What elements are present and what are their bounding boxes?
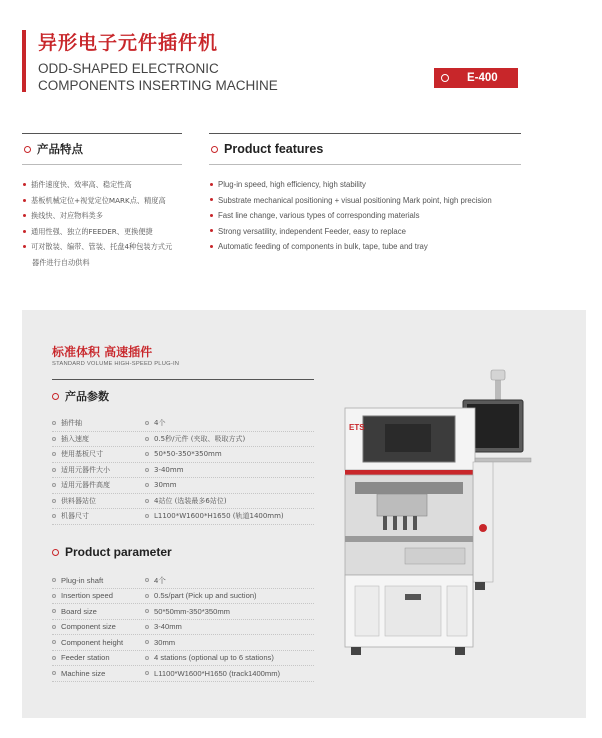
table-row <box>52 494 314 510</box>
circle-bullet-icon <box>145 468 149 472</box>
params-cn-table <box>52 416 314 525</box>
param-key-text: 供料器站位 <box>61 496 96 505</box>
param-value <box>145 669 314 678</box>
param-value-text: 0.5秒/元件 (夹取、吸取方式) <box>154 434 246 443</box>
list-item <box>209 208 521 224</box>
list-item-text: Fast line change, various types of corresponding materials <box>218 211 420 220</box>
param-key-text: Board size <box>61 606 97 616</box>
circle-bullet-icon <box>52 483 56 487</box>
param-value-text: 4个 <box>154 419 166 428</box>
divider <box>52 379 314 380</box>
param-value <box>145 434 314 444</box>
param-value <box>145 450 314 458</box>
param-value-text: 4 stations (optional up to 6 stations) <box>154 653 274 663</box>
circle-bullet-icon <box>52 393 59 400</box>
param-value-text: L1100*W1600*H1650 (track1400mm) <box>154 668 281 678</box>
circle-bullet-icon <box>52 421 56 425</box>
circle-bullet-icon <box>52 578 56 582</box>
features-en-heading <box>209 134 521 164</box>
param-value-text: 3-40mm <box>154 465 184 474</box>
features-en-heading-text: Product features <box>224 142 324 156</box>
param-value <box>145 591 314 600</box>
param-value-text: 4个 <box>154 575 166 585</box>
list-item <box>22 224 182 240</box>
dot-bullet-icon <box>23 183 26 186</box>
cabinet-label <box>405 594 421 600</box>
param-key <box>52 480 145 490</box>
list-item-text: Substrate mechanical positioning + visual positioning Mark point, high precision <box>218 195 492 205</box>
nozzle <box>403 516 407 530</box>
page-title-en <box>38 60 278 94</box>
param-key-text: 使用基板尺寸 <box>61 450 103 459</box>
list-item <box>209 239 521 255</box>
param-value <box>145 511 314 521</box>
dot-bullet-icon <box>23 245 26 248</box>
signal-lamp <box>491 370 505 380</box>
param-value <box>145 607 314 616</box>
machine-illustration <box>325 368 581 668</box>
circle-bullet-icon <box>52 594 56 598</box>
table-row <box>52 478 314 494</box>
param-value-text: 30mm <box>154 637 176 647</box>
param-key <box>52 638 145 647</box>
dot-bullet-icon <box>210 229 213 232</box>
specs-panel <box>22 310 586 718</box>
circle-bullet-icon <box>145 625 149 629</box>
circle-bullet-icon <box>145 640 149 644</box>
params-en-table <box>52 573 314 682</box>
dot-bullet-icon <box>210 245 213 248</box>
model-badge <box>434 68 518 88</box>
list-item <box>209 193 521 209</box>
param-value <box>145 575 314 586</box>
param-key <box>52 496 145 506</box>
param-key-text: 机器尺寸 <box>61 512 89 521</box>
param-key-text: Feeder station <box>61 653 110 663</box>
panel-subtitle: STANDARD VOLUME HIGH-SPEED PLUG-IN <box>52 361 180 367</box>
table-row <box>52 573 314 589</box>
circle-bullet-icon <box>145 437 149 441</box>
param-key-text: 适用元器件大小 <box>61 465 110 474</box>
param-key-text: Component height <box>61 637 124 647</box>
list-item-text: Plug-in speed, high efficiency, high stability <box>218 180 366 189</box>
table-row <box>52 651 314 667</box>
circle-bullet-icon <box>24 146 31 153</box>
header-accent-bar <box>22 30 26 92</box>
cabinet-door <box>385 586 441 636</box>
machine-foot <box>351 647 361 655</box>
list-item <box>22 177 182 193</box>
insert-head <box>377 494 427 516</box>
param-key-text: 插件轴 <box>61 419 82 428</box>
param-value-text: 50*50mm-350*350mm <box>154 606 230 616</box>
conveyor-rail <box>345 536 473 542</box>
param-key <box>52 511 145 521</box>
table-row <box>52 635 314 651</box>
circle-bullet-icon <box>52 549 59 556</box>
machine-foot <box>475 582 485 590</box>
cabinet-side-door <box>447 586 467 636</box>
table-row <box>52 416 314 432</box>
list-item-text: 换线快、对应物料类多 <box>31 211 103 220</box>
side-column <box>473 462 493 582</box>
list-item-text: 可对散装、编带、管装、托盘4种包装方式元 <box>31 242 173 251</box>
circle-bullet-icon <box>145 483 149 487</box>
list-item-text: 基板机械定位+视觉定位MARK点、精度高 <box>31 195 166 205</box>
divider <box>22 164 182 165</box>
param-key-text: Plug-in shaft <box>61 575 104 585</box>
list-item <box>22 239 182 255</box>
nozzle <box>393 516 397 530</box>
circle-bullet-icon <box>52 499 56 503</box>
params-en-heading-text: Product parameter <box>65 545 172 559</box>
page-title-cn: 异形电子元件插件机 <box>38 32 219 54</box>
param-key <box>52 607 145 616</box>
circle-bullet-icon <box>52 468 56 472</box>
divider <box>209 164 521 165</box>
nozzle <box>413 516 417 530</box>
list-item <box>22 208 182 224</box>
list-item-text: Strong versatility, independent Feeder, easy to replace <box>218 226 406 236</box>
params-cn-heading-text: 产品参数 <box>65 390 109 403</box>
features-cn-section <box>22 133 182 270</box>
param-key <box>52 465 145 475</box>
circle-bullet-icon <box>145 514 149 518</box>
param-value <box>145 466 314 474</box>
param-key <box>52 653 145 662</box>
cabinet-side-door <box>355 586 379 636</box>
param-value <box>145 638 314 647</box>
circle-bullet-icon <box>145 594 149 598</box>
page-title-en-line2: COMPONENTS INSERTING MACHINE <box>38 78 278 93</box>
circle-bullet-icon <box>52 437 56 441</box>
dot-bullet-icon <box>210 214 213 217</box>
features-en-list <box>209 177 521 255</box>
features-cn-heading <box>22 134 182 164</box>
param-value-text: 0.5s/part (Pick up and suction) <box>154 591 257 601</box>
circle-bullet-icon <box>145 452 149 456</box>
param-value-text: 3-40mm <box>154 622 182 632</box>
circle-bullet-icon <box>145 499 149 503</box>
emergency-stop-button <box>479 524 487 532</box>
param-key <box>52 669 145 678</box>
circle-bullet-icon <box>145 578 149 582</box>
dot-bullet-icon <box>210 198 213 201</box>
table-row <box>52 589 314 605</box>
circle-bullet-icon <box>145 656 149 660</box>
gantry <box>355 482 463 494</box>
dot-bullet-icon <box>23 199 26 202</box>
param-value-text: 50*50-350*350mm <box>154 450 222 459</box>
circle-bullet-icon <box>52 514 56 518</box>
table-row <box>52 463 314 479</box>
machine-logo: ETS <box>349 423 365 432</box>
param-value <box>145 622 314 631</box>
side-table <box>475 458 531 462</box>
table-row <box>52 666 314 682</box>
param-key-text: Insertion speed <box>61 591 113 601</box>
param-key <box>52 576 145 585</box>
model-label: E-400 <box>467 72 498 84</box>
features-cn-list <box>22 177 182 270</box>
circle-bullet-icon <box>145 421 149 425</box>
list-item-text: Automatic feeding of components in bulk, tape, tube and tray <box>218 242 428 251</box>
param-key-text: Machine size <box>61 668 106 678</box>
param-value-text: 30mm <box>154 481 177 490</box>
circle-bullet-icon <box>145 609 149 613</box>
table-row <box>52 509 314 525</box>
param-value-text: L1100*W1600*H1650 (轨道1400mm) <box>154 512 284 521</box>
panel-title: 标准体积 高速插件 <box>52 345 153 359</box>
table-row <box>52 620 314 636</box>
param-value <box>145 496 314 506</box>
dot-bullet-icon <box>23 230 26 233</box>
list-item <box>22 193 182 209</box>
machine-foot <box>455 647 465 655</box>
circle-bullet-icon <box>52 671 56 675</box>
circle-bullet-icon <box>52 640 56 644</box>
param-key-text: 插入速度 <box>61 434 89 443</box>
list-item-continuation: 器件进行自动供料 <box>32 257 90 267</box>
param-value-text: 4站位 (选装最多6站位) <box>154 496 227 505</box>
param-key <box>52 622 145 631</box>
param-value <box>145 653 314 662</box>
param-key <box>52 449 145 459</box>
list-item <box>209 224 521 240</box>
circle-bullet-icon <box>211 146 218 153</box>
table-row <box>52 432 314 448</box>
list-item-text: 通用性强、独立的FEEDER、更换便捷 <box>31 226 153 236</box>
nozzle <box>383 516 387 530</box>
machine-red-stripe <box>345 470 475 475</box>
circle-bullet-icon <box>52 452 56 456</box>
features-cn-heading-text: 产品特点 <box>37 142 83 156</box>
page-title-en-line1: ODD-SHAPED ELECTRONIC <box>38 61 219 76</box>
list-item <box>209 177 521 193</box>
circle-bullet-icon <box>52 656 56 660</box>
param-key <box>52 591 145 600</box>
dot-bullet-icon <box>23 214 26 217</box>
feeder-bank <box>405 548 465 564</box>
param-value <box>145 481 314 489</box>
param-value <box>145 418 314 428</box>
param-key <box>52 418 145 428</box>
table-row <box>52 447 314 463</box>
list-item-text: 插件速度快、效率高、稳定性高 <box>31 180 132 189</box>
circle-bullet-icon <box>441 74 449 82</box>
params-cn-heading <box>52 388 109 404</box>
param-key-text: 适用元器件高度 <box>61 481 110 490</box>
params-en-heading <box>52 545 172 559</box>
dot-bullet-icon <box>210 183 213 186</box>
machine-inner <box>385 424 431 452</box>
features-en-section <box>209 133 521 255</box>
param-key-text: Component size <box>61 622 116 632</box>
circle-bullet-icon <box>52 625 56 629</box>
table-row <box>52 604 314 620</box>
circle-bullet-icon <box>145 671 149 675</box>
circle-bullet-icon <box>52 609 56 613</box>
param-key <box>52 434 145 444</box>
